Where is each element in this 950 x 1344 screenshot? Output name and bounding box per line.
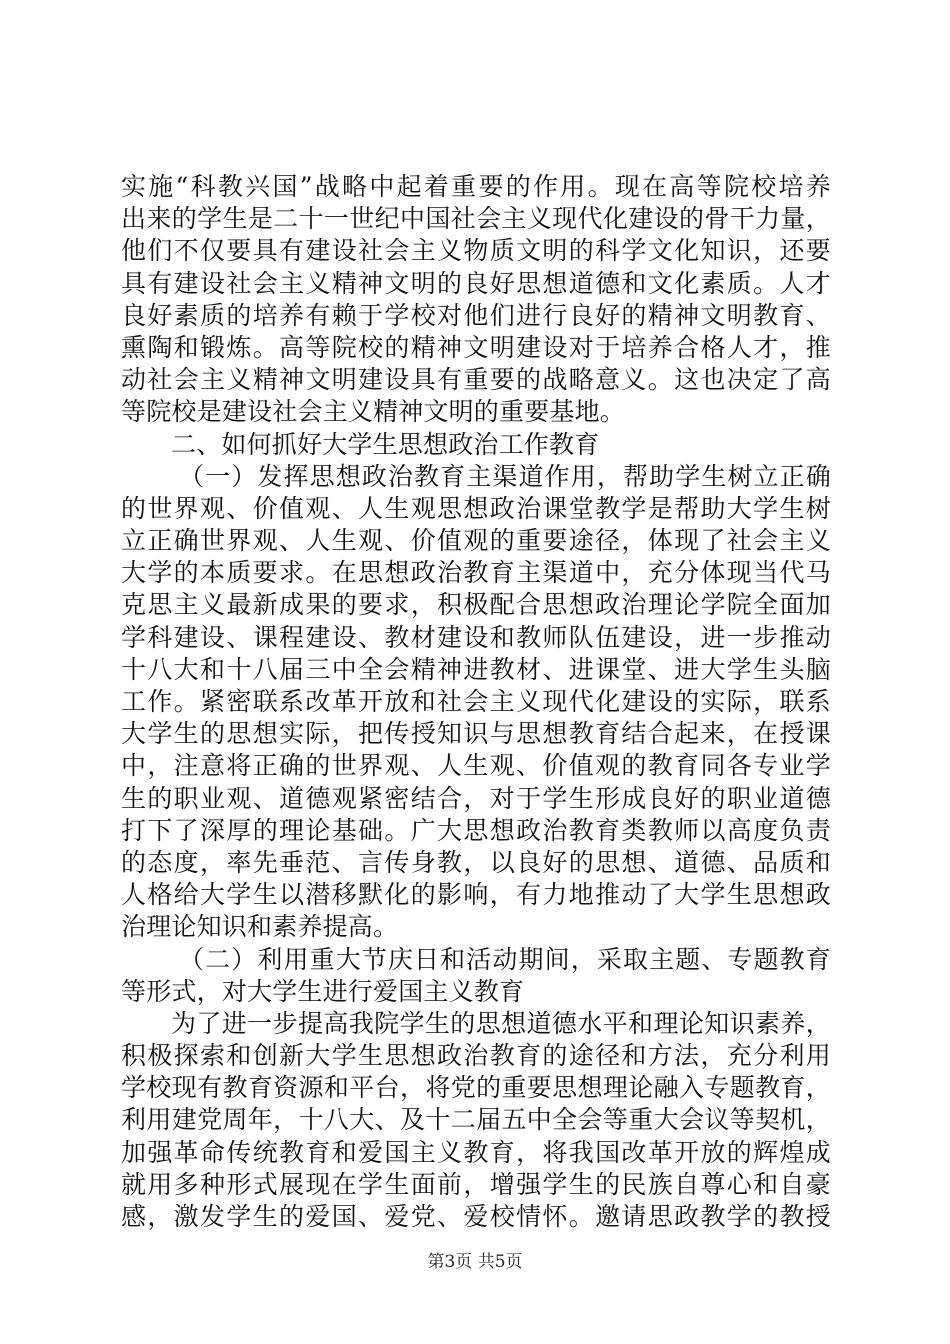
- section-heading: 二、如何抓好大学生思想政治工作教育: [171, 429, 600, 459]
- text-line: 生的职业观、道德观紧密结合，对于学生形成良好的职业道德: [121, 783, 831, 813]
- text-line: 动社会主义精神文明建设具有重要的战略意义。这也决定了高: [121, 365, 831, 395]
- text-line: 学校现有教育资源和平台，将党的重要思想理论融入专题教育，: [121, 1073, 831, 1103]
- text-line: 实施“科教兴国”战略中起着重要的作用。现在高等院校培养: [121, 172, 831, 201]
- text-line: 十八大和十八届三中全会精神进教材、进课堂、进大学生头脑: [121, 654, 831, 684]
- text-line: 感，激发学生的爱国、爱党、爱校情怀。邀请思政教学的教授: [121, 1202, 831, 1231]
- text-line: 等院校是建设社会主义精神文明的重要基地。: [121, 397, 626, 427]
- text-line: 加强革命传统教育和爱国主义教育，将我国改革开放的辉煌成: [121, 1137, 831, 1167]
- page-number-footer: 第3页 共5页: [427, 1252, 523, 1272]
- text-line: 工作。紧密联系改革开放和社会主义现代化建设的实际，联系: [121, 687, 831, 716]
- text-line: 打下了深厚的理论基础。广大思想政治教育类教师以高度负责: [121, 815, 831, 845]
- text-line: 立正确世界观、人生观、价值观的重要途径，体现了社会主义: [121, 526, 831, 556]
- document-body: [121, 171, 831, 1233]
- text-line: 克思主义最新成果的要求，积极配合思想政治理论学院全面加: [121, 590, 831, 620]
- text-line: 熏陶和锻炼。高等院校的精神文明建设对于培养合格人才，推: [121, 332, 831, 362]
- text-line: 治理论知识和素养提高。: [121, 912, 399, 942]
- text-line: 利用建党周年，十八大、及十二届五中全会等重大会议等契机，: [121, 1105, 831, 1135]
- text-line: 学科建设、课程建设、教材建设和教师队伍建设，进一步推动: [121, 622, 831, 652]
- text-line: 为了进一步提高我院学生的思想道德水平和理论知识素养，: [171, 1008, 831, 1038]
- text-line: 大学生的思想实际，把传授知识与思想教育结合起来，在授课: [121, 719, 831, 749]
- text-line: 人格给大学生以潜移默化的影响，有力地推动了大学生思想政: [121, 880, 831, 910]
- text-line: 就用多种形式展现在学生面前，增强学生的民族自尊心和自豪: [121, 1169, 831, 1199]
- text-line: 他们不仅要具有建设社会主义物质文明的科学文化知识，还要: [121, 236, 831, 266]
- text-line: 的世界观、价值观、人生观思想政治课堂教学是帮助大学生树: [121, 493, 831, 523]
- text-line: 中，注意将正确的世界观、人生观、价值观的教育同各专业学: [121, 751, 831, 781]
- subsection-heading: （二）利用重大节庆日和活动期间，采取主题、专题教育: [179, 944, 831, 974]
- text-line: 出来的学生是二十一世纪中国社会主义现代化建设的骨干力量，: [121, 204, 831, 234]
- text-line: 积极探索和创新大学生思想政治教育的途径和方法，充分利用: [121, 1041, 831, 1071]
- text-line: 大学的本质要求。在思想政治教育主渠道中，充分体现当代马: [121, 558, 831, 588]
- text-line: 的态度，率先垂范、言传身教，以良好的思想、道德、品质和: [121, 847, 831, 877]
- subsection-heading: 等形式，对大学生进行爱国主义教育: [121, 976, 525, 1006]
- text-line: 具有建设社会主义精神文明的良好思想道德和文化素质。人才: [121, 268, 831, 298]
- subsection-heading: （一）发挥思想政治教育主渠道作用，帮助学生树立正确: [179, 461, 831, 491]
- text-line: 良好素质的培养有赖于学校对他们进行良好的精神文明教育、: [121, 300, 831, 330]
